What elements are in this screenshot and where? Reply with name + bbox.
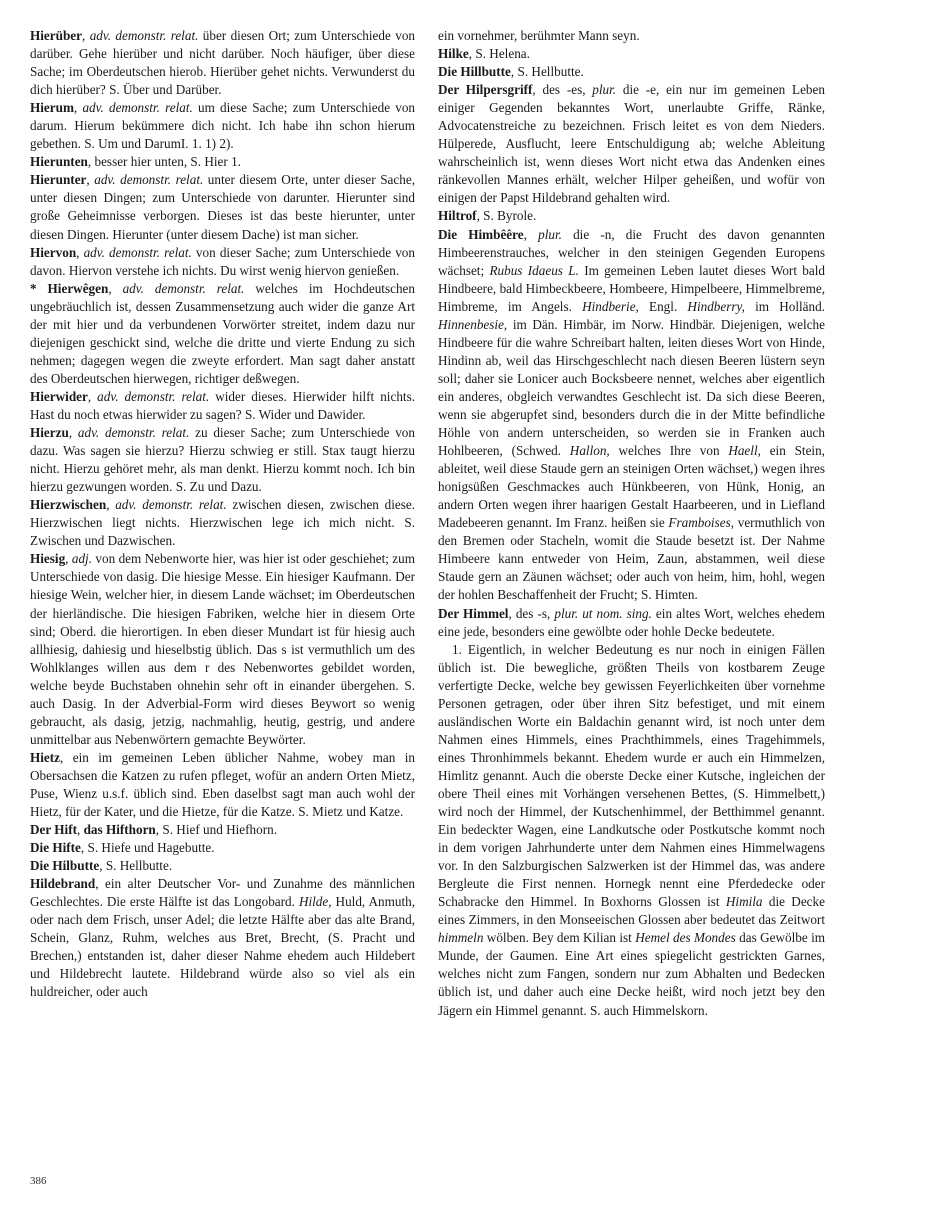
dictionary-entry [30,875,415,1001]
entry-text: , S. Hellbutte. [99,858,173,874]
dictionary-entry [438,226,825,605]
entry-text: zu dieser Sache; zum Unterschiede von dazu. Was sagen sie hierzu? Hierzu schwieg er still. Stax taugt hierzu nicht. Hierzu gehöret mehr, als man denkt. Hierzu kommt noch. Ich bin hierzu gezwungen worden. S. Zu und Dazu. [30,425,415,495]
italic-term: adv. demonstr. relat. [83,244,192,260]
italic-term: adv. demonstr. relat. [122,280,245,296]
entry-text: Im gemeinen Leben lautet dieses Wort bald Hindbeere, bald Himbeckbeere, Hombeere, Himpelbeere, Himmelbreme, Himbreme, im Angels. [438,262,826,314]
italic-term: adv. demonstr. relat. [115,497,227,513]
dictionary-entry [438,81,825,207]
entry-text: Huld, Anmuth, oder nach dem Frisch, unser Adel; die letzte Hälfte aber das alte Brand, Schein, Glanz, Ruhm, welches aus Bret, Brecht, (S. Pracht und Brechen,) entstanden ist, daher dieser Nahme ehedem auch Hildebert und Hildebrecht lautete. Hildebrand würde also so viel als ein huldreicher, oder auch [30,894,416,1000]
entry-text: , S. Byrole. [476,208,537,224]
entry-text: welches Ihre von [609,443,729,459]
headword: Der Hift [30,822,77,838]
headword: das Hifthorn [83,822,156,838]
entry-text: von dieser Sache; zum Unterschiede von davon. Hiervon verstehe ich nichts. Du wirst wenig hiervon genießen. [30,244,415,278]
italic-term: plur. ut nom. sing. [554,605,652,621]
entry-text: , des -s, [508,605,555,621]
headword: Hierunten [30,154,88,170]
dictionary-entry [30,27,415,99]
dictionary-entry [438,207,825,225]
headword: Der Hilpersgriff [438,82,533,98]
headword: Hildebrand [30,876,96,892]
dictionary-entry [438,27,825,45]
headword: Hiervon [30,244,77,260]
dictionary-entry [30,821,415,839]
dictionary-entry [438,45,825,63]
headword: Hiltrof [438,208,477,224]
entry-text: wölben. Bey dem Kilian ist [483,930,636,946]
entry-text: , [65,551,72,567]
headword: Die Hillbutte [438,64,511,80]
entry-text: , ein alter Deutscher Vor- und Zunahme des männlichen Geschlechtes. Die erste Hälfte ist das Longobard. [30,876,415,910]
entry-text: , S. Helena. [468,46,530,62]
headword: Die Hilbutte [30,858,100,874]
headword: Der Himmel [438,605,509,621]
dictionary-entry [30,280,415,388]
dictionary-entry [438,63,825,81]
italic-term: Himila [725,894,763,910]
entry-text: welches im Hochdeutschen ungebräuchlich ist, dessen Zusammensetzung auch wider die ganze Art der mit hier und da verbundenen Vorwörter streitet, indem dazu nur diejenigen geschickt sind, welche die dritte und vierte Endung zu sich nehmen; dagegen wegen die zweyte erfordert. Man sagt daher anstatt des Oberdeutschen hierwegen, richtiger deßwegen. [30,280,415,386]
entry-text: , [106,497,116,513]
entry-text: die Decke eines Zimmers, in den Monseeischen Glossen aber bedeutet das Zeitwort [438,894,825,928]
italic-term: adv. demonstr. relat. [97,388,210,404]
italic-term: adv. demonstr. relat. [94,172,204,188]
right-column [438,27,825,1020]
italic-term: adv. demonstr. relat. [89,28,199,43]
entry-text: die -e, ein nur im gemeinen Leben einiger Gegenden bekanntes Wort, unerlaubte Griffe, Ränke, Advocatenstreiche zu bezeichnen. Frisch leitet es von dem Nieders. Hülperede, Ausflucht, leere Entschuldigung ab; welche Ableitung wahrscheinlich ist, wenn dieses Wort nicht etwa das Andenken eines ränkevollen Mannes erhält, welcher Hilper geheißen, und wofür von einigen der Papst Hildebrand gehalten wird. [438,82,825,206]
entry-text: im Dän. Himbär, im Norw. Hindbär. Diejenigen, welche Hindbeere für die wahre Schreibart halten, leiten dieses Wort von Hinde, Hindinn ab, weil das Hirschgeschlecht nach diesen Beeren lüstern seyn soll; daher sie Lonicer auch Bocksbeere nennet, welches aber eigentlich ein anderes, obgleich verwandtes Geschlecht ist. Da sich diese Beeren, wenn sie abgerupfet sind, besonders durch die in der Mitte befindliche Höhle von andern unterscheiden, so werden sie in Franken auch Hohlbeeren, (Schwed. [438,316,825,459]
entry-text: , S. Hiefe und Hagebutte. [80,840,215,856]
headword: Hierwider [30,388,88,404]
italic-term: Hemel des Mondes [635,930,736,946]
dictionary-entry [438,605,825,641]
dictionary-entry [30,244,415,280]
entry-text: im Holländ. [744,298,825,314]
italic-term: plur. [538,226,562,242]
entry-text: , [108,280,123,296]
headword: Hierum [30,100,74,116]
dictionary-entry [30,550,415,749]
headword: Hietz [30,749,61,765]
dictionary-entry [30,99,415,153]
entry-text: 1. Eigentlich, in welcher Bedeutung es nur noch in einigen Fällen üblich ist. Die bewegliche, größten Theils von kostbarem Zeuge verfertigte Decke, welche bey gewissen Feyerlichkeiten über vornehme Personen getragen, oder über ihren Sitz befestiget, und mit einem ausländischen Worte ein Baldachin genannt wird, ist noch unter dem Nahmen eines Himmels, eines Prachthimmels, eines Tragehimmels, eines Thronhimmels bekannt. Ehedem wurde er auch ein Himmelzen, Himlitz genannt. Auch die oberste Decke einer Kutsche, ingleichen der obere Theil eines mit Vorhängen versehenen Bettes, (S. Himmelbett,) wird noch der Himmel, der Kutschenhimmel, der Betthimmel genannt. Ein bedeckter Wagen, eine Landkutsche oder Postkutsche kommt noch in dem vorigen Jahrhunderte unter dem Nahmen eines Himmelwagens vor. In den Salzburgischen Salzwerken ist der Himmel das, was andere Bergleute die First nennen. Hornegk nennt eine Pferdedecke oder Schabracke den Himmel. In Boxhorns Glossen ist [438,641,825,910]
entry-text: das Gewölbe im Munde, der Gaumen. Eine Art eines spiegelicht gestrickten Garnes, welches nicht zum Fangen, sondern nur zum Abhalten und Bedecken üblich ist, und daher auch eine Decke heißt, wird noch jetzt bey den Jägern ein Himmel genannt. S. auch Himmelskorn. [438,930,825,1018]
italic-term: plur. [592,82,617,98]
italic-term: adv. demonstr. relat. [77,425,190,441]
italic-term: Hindberry, [687,298,745,314]
dictionary-entry [30,153,415,171]
entry-text: , [76,244,84,260]
entry-text: , [523,226,539,242]
dictionary-entry [30,749,415,821]
entry-text: , besser hier unten, S. Hier 1. [87,154,241,170]
dictionary-entry [30,857,415,875]
dictionary-entry [30,171,415,243]
dictionary-entry [438,641,825,1020]
dictionary-entry [30,424,415,496]
entry-text: unter diesem Orte, unter dieser Sache, unter diesen Dingen; zum Unterschiede von darunter. Hierunter sind große Geheimnisse verborgen. Dieses ist das beste hierunter, unter diesen Dingen. Hierunter (unter diesem Dache) ist man sicher. [30,172,415,242]
headword: Die Hifte [30,840,81,856]
headword: * Hierwêgen [30,280,109,296]
entry-text: vermuthlich von den Bremen oder Stacheln, womit die Staude besetzt ist. Der Nahme Himbeere kann entweder von Heim, Zaun, abstammen, weil diese Staude gern an Zäunen wächset; oder auch von heim, him, hohl, wegen der hohlen Beschaffenheit der Frucht; S. Himten. [438,515,825,603]
italic-term: Hilde, [298,894,332,910]
entry-text: die -n, die Frucht des davon genannten Himbeerenstrauches, welcher in den steinigen Gegenden Europens wächset; [438,226,825,278]
headword: Hierüber [30,28,83,43]
entry-text: Engl. [638,298,688,314]
entry-text: , [73,100,83,116]
italic-term: adv. demonstr. relat. [82,100,193,116]
headword: Die Himbêêre [438,226,524,242]
entry-text: , [68,425,78,441]
entry-text: um diese Sache; zum Unterschiede von darum. Hierum bekümmere dich nicht. Ich habe ihn schon hierum gebethen. S. Um und DarumI. 1. 1) 2). [30,100,416,152]
italic-term: adj. [71,551,93,567]
dictionary-entry [30,388,415,424]
italic-term: Rubus Idaeus L. [489,262,579,278]
italic-term: Hinnenbesie, [438,316,508,332]
entry-text: , [86,172,95,188]
entry-text: , des -es, [532,82,593,98]
headword: Hilke [438,46,469,62]
entry-text: ein altes Wort, welches ehedem eine jede, besonders eine gewölbte oder hohle Decke bedeutete. [438,605,826,639]
entry-text: ein Stein, ableitet, weil diese Staude gern an steinigen Orten wächset,) wegen ihres honigsüßen Geschmackes auch Hünkbeeren, von Hünk, Honig, an andern Orten wegen ihrer haarigen Gestalt Haarbeeren, und in Liefland Madebeeren genannt. Im Franz. heißen sie [438,443,825,531]
entry-text: , S. Hief und Hiefhorn. [155,822,278,838]
italic-term: Framboises, [668,515,734,531]
headword: Hiesig [30,551,66,567]
dictionary-entry [30,839,415,857]
page-number: 386 [30,1175,47,1187]
italic-term: Haell, [728,443,761,459]
entry-text: zwischen diesen, zwischen diese. Hierzwischen liegt nichts. Hierzwischen lege ich mich nicht. S. Zwischen und Dazwischen. [30,497,415,549]
entry-text: , S. Hellbutte. [510,64,584,80]
left-column [30,27,415,1002]
italic-term: Hallon, [569,443,610,459]
entry-text: ein vornehmer, berühmter Mann seyn. [438,28,640,43]
entry-text: , [82,28,90,43]
headword: Hierzwischen [30,497,107,513]
entry-text: über diesen Ort; zum Unterschiede von darüber. Gehe hierüber und nicht darüber. Noch häufiger, über diese Sache; im Oberdeutschen hierob. Hierüber gehet nichts. Verwunderst du dich hierüber? S. Über und Darüber. [30,28,416,98]
headword: Hierunter [30,172,87,188]
italic-term: himmeln [438,930,484,946]
entry-text: wider dieses. Hierwider hilft nichts. Hast du noch etwas hierwider zu sagen? S. Wider und Dawider. [30,388,416,422]
dictionary-entry [30,496,415,550]
entry-text: , [87,388,98,404]
entry-text: , ein im gemeinen Leben üblicher Nahme, wobey man in Obersachsen die Katzen zu rufen pfleget, wofür an andern Orten Mietz, Puse, Wienz u.s.f. üblich sind. Eben daselbst sagt man auch wohl der Hietz, für der Kater, und die Hietze, für die Katze. S. Mietz und Katze. [30,749,415,820]
headword: Hierzu [30,425,69,441]
entry-text: , [77,822,84,838]
entry-text: von dem Nebenworte hier, was hier ist oder geschiehet; zum Unterschiede von dasig. Die hiesige Messe. Ein hiesiger Kaufmann. Der hiesige Wein, welcher hier, in diesem Lande wächset; im Oberdeutschen der hierländische. Die hiesigen Fabriken, welche hier in diesem Orte sind; Oberd. die hierortigen. In eben dieser Mundart ist für hiesig auch allhiesig, dahiesig und hieselbstig üblich. Das s ist vermuthlich um des Wohlklanges willen aus dem r des Nebenwortes gebildet worden, welche beyde Buchstaben ohnehin sehr oft in einander übergehen. S. auch Dasig. In der Adverbial-Form wird dieses Beywort so wenig gebraucht, als dasig, jetzig, nachmahlig, heutig, gestrig, und andere unmittelbar aus Nebenwörtern gemachte Beywörter. [30,551,415,747]
italic-term: Hindberie, [582,298,639,314]
